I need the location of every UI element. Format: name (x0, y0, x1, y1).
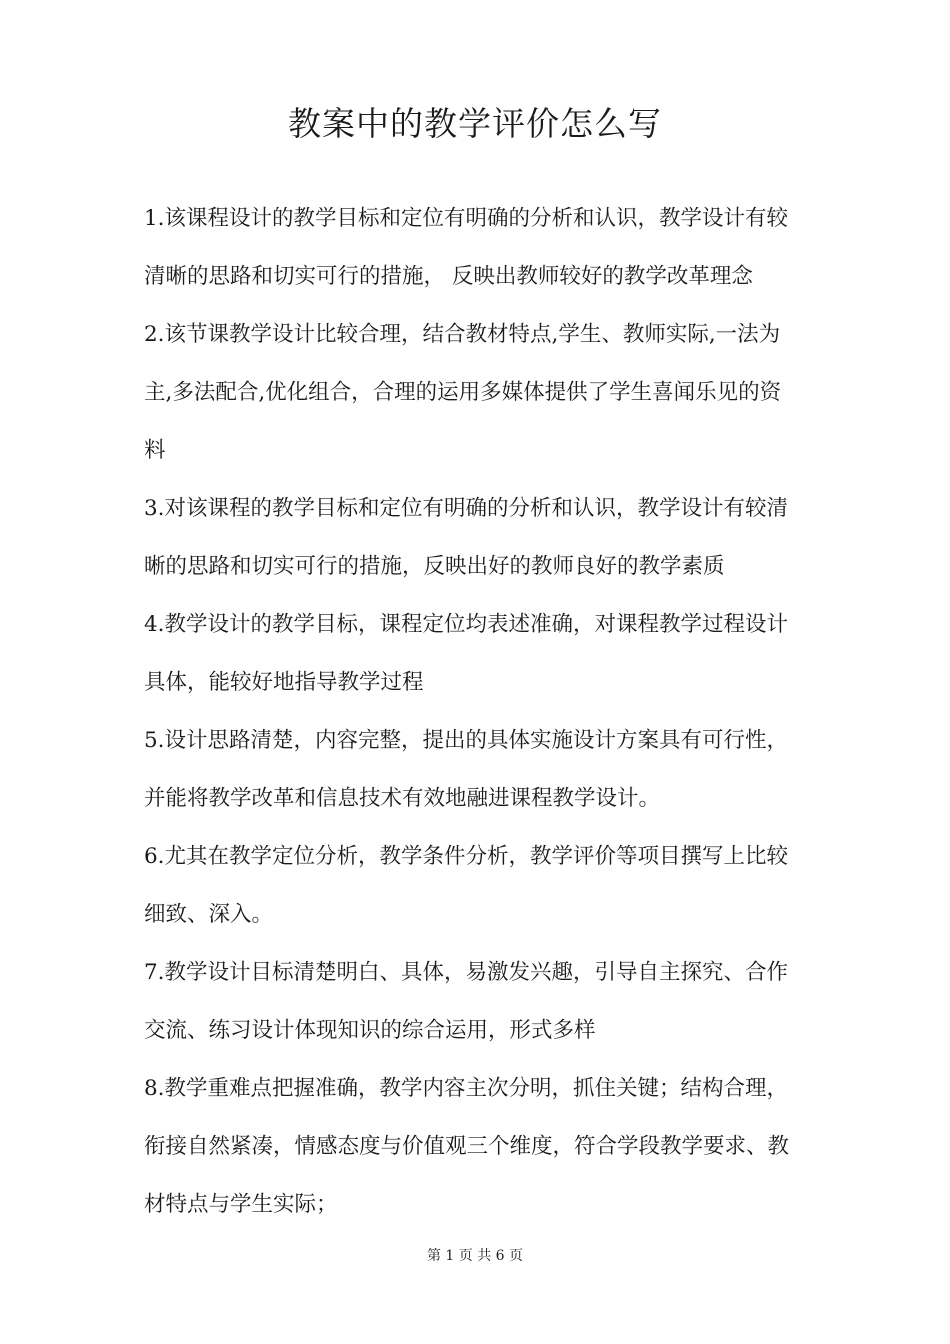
text-line: 7.教学设计目标清楚明白、具体，易激发兴趣，引导自主探究、合作 (144, 960, 789, 985)
text-line: 8.教学重难点把握准确，教学内容主次分明，抓住关键；结构合理， (144, 1076, 789, 1101)
page-footer: 第 1 页 共 6 页 (426, 1248, 524, 1264)
text-line: 2.该节课教学设计比较合理，结合教材特点,学生、教师实际,一法为 (144, 322, 781, 347)
text-line: 具体，能较好地指导教学过程 (144, 670, 424, 695)
text-line: 1.该课程设计的教学目标和定位有明确的分析和认识，教学设计有较 (144, 206, 789, 231)
text-line: 晰的思路和切实可行的措施，反映出好的教师良好的教学素质 (144, 554, 725, 579)
text-line: 3.对该课程的教学目标和定位有明确的分析和认识，教学设计有较清 (144, 496, 789, 521)
text-line: 细致、深入。 (144, 902, 274, 927)
text-line: 衔接自然紧凑，情感态度与价值观三个维度，符合学段教学要求、教 (144, 1134, 790, 1159)
document-body (144, 190, 810, 1234)
text-line: 主,多法配合,优化组合，合理的运用多媒体提供了学生喜闻乐见的资 (144, 380, 782, 405)
text-line: 并能将教学改革和信息技术有效地融进课程教学设计。 (144, 786, 661, 811)
text-line: 4.教学设计的教学目标，课程定位均表述准确，对课程教学过程设计 (144, 612, 789, 637)
text-line: 清晰的思路和切实可行的措施， 反映出教师较好的教学改革理念 (144, 264, 753, 289)
text-line: 材特点与学生实际； (144, 1192, 338, 1217)
text-line: 6.尤其在教学定位分析，教学条件分析，教学评价等项目撰写上比较 (144, 844, 789, 869)
text-line: 料 (144, 438, 166, 463)
text-line: 交流、练习设计体现知识的综合运用，形式多样 (144, 1018, 596, 1043)
page-title: 教案中的教学评价怎么写 (288, 104, 662, 143)
text-line: 5.设计思路清楚，内容完整，提出的具体实施设计方案具有可行性， (144, 728, 789, 753)
